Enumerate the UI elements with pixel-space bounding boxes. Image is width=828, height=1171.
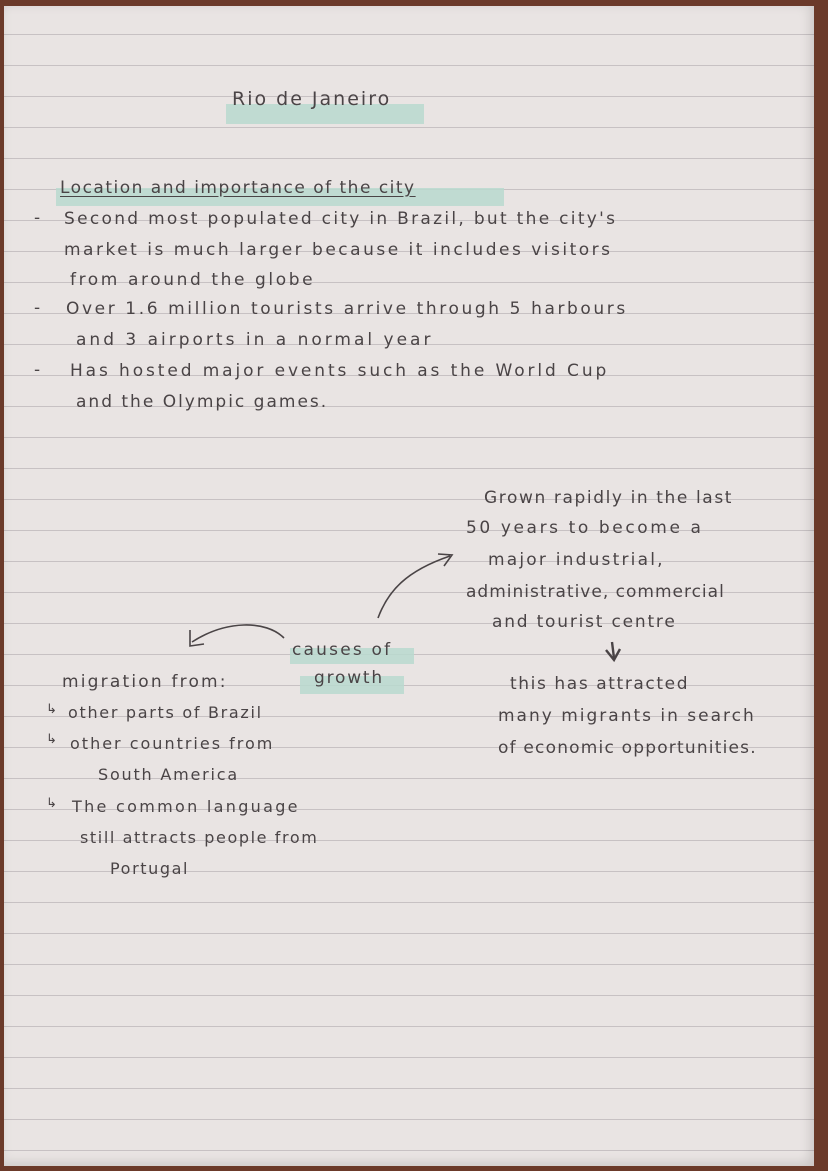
- causes-label-line-1: causes of: [292, 640, 393, 660]
- migration-item-3-line-2: still attracts people from: [80, 828, 319, 847]
- bullet-2-line-2: and 3 airports in a normal year: [76, 330, 434, 350]
- bullet-3-line-1: Has hosted major events such as the World Cup: [70, 361, 610, 381]
- result-line-3: of economic opportunities.: [498, 738, 757, 758]
- bullet-marker: -: [34, 298, 42, 318]
- right-note-line-2: 50 years to become a: [466, 518, 704, 538]
- result-line-2: many migrants in search: [498, 706, 756, 726]
- right-note-line-3: major industrial,: [488, 550, 665, 570]
- notebook-page: [4, 6, 814, 1166]
- migration-heading: migration from:: [62, 672, 228, 692]
- right-note-line-5: and tourist centre: [492, 612, 677, 632]
- page-title: Rio de Janeiro: [232, 88, 392, 110]
- migration-marker: ↳: [46, 796, 59, 811]
- section-heading: Location and importance of the city: [60, 178, 416, 198]
- right-note-line-1: Grown rapidly in the last: [484, 488, 734, 508]
- arrow-to-growth-note-icon: [378, 556, 450, 618]
- arrow-to-migration-icon: [192, 625, 284, 642]
- bullet-2-line-1: Over 1.6 million tourists arrive through 5 harbours: [66, 299, 628, 319]
- bullet-3-line-2: and the Olympic games.: [76, 392, 329, 412]
- migration-marker: ↳: [46, 732, 59, 747]
- migration-item-3-line-3: Portugal: [110, 859, 190, 878]
- bullet-1-line-1: Second most populated city in Brazil, but the city's: [64, 209, 618, 229]
- bullet-1-line-3: from around the globe: [70, 270, 316, 290]
- migration-item-2-line-1: other countries from: [70, 734, 275, 753]
- arrow-down-icon: [606, 642, 620, 660]
- arrow-head-left-icon: [190, 630, 204, 646]
- migration-marker: ↳: [46, 702, 59, 717]
- result-line-1: this has attracted: [510, 674, 690, 694]
- migration-item-3-line-1: The common language: [72, 797, 300, 816]
- bullet-1-line-2: market is much larger because it includes visitors: [64, 240, 613, 260]
- migration-item-2-line-2: South America: [98, 765, 239, 784]
- causes-label-line-2: growth: [314, 668, 384, 688]
- bullet-marker: -: [34, 208, 42, 228]
- hand-drawn-arrows: [4, 6, 814, 1166]
- right-note-line-4: administrative, commercial: [466, 582, 725, 602]
- migration-item-1-line-1: other parts of Brazil: [68, 703, 263, 722]
- bullet-marker: -: [34, 360, 42, 380]
